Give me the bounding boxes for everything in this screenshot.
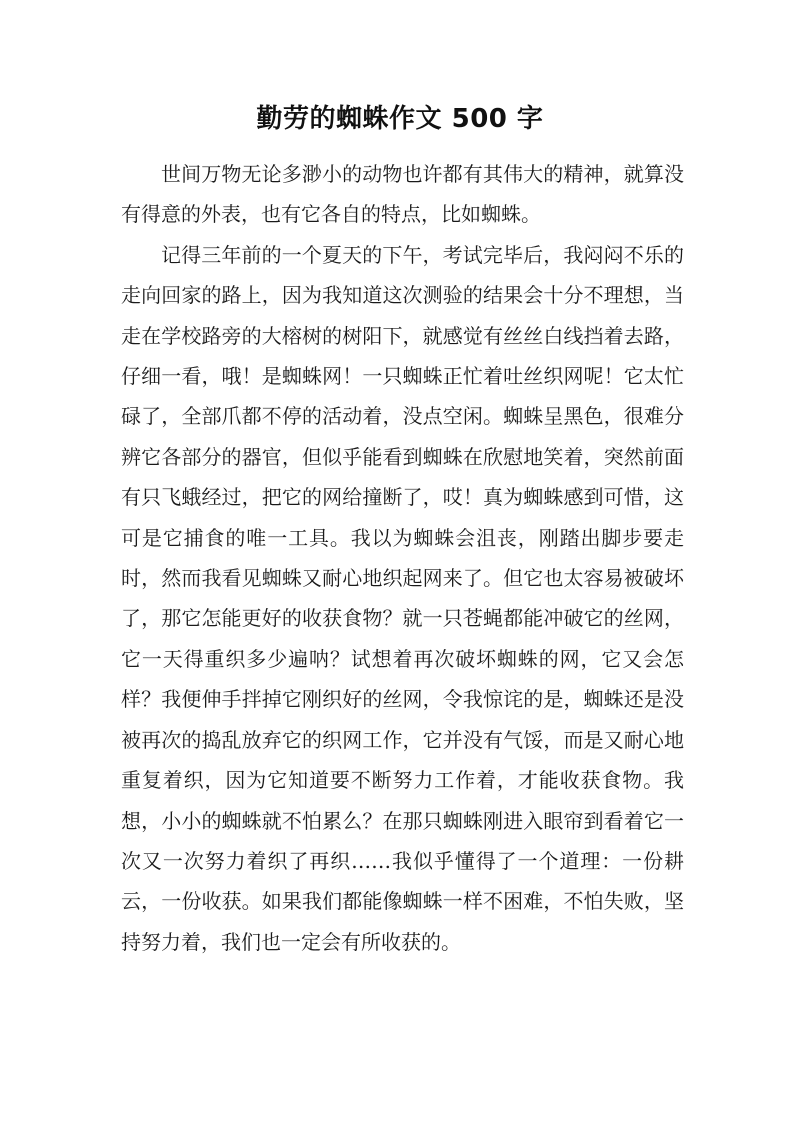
document-title: 勤劳的蜘蛛作文 500 字 [256, 104, 544, 134]
paragraph-2: 记得三年前的一个夏天的下午，考试完毕后，我闷闷不乐的走向回家的路上，因为我知道这次测验的结果会十分不理想，当走在学校路旁的大榕树的树阳下，就感觉有丝丝白线挡着去路，仔细一看，哦！是蜘蛛网！一只蜘蛛正忙着吐丝织网呢！它太忙碌了，全部爪都不停的活动着，没点空闲。蜘蛛呈黑色，很难分辨它各部分的器官，但似乎能看到蜘蛛在欣慰地笑着，突然前面有只飞蛾经过，把它的网给撞断了，哎！真为蜘蛛感到可惜，这可是它捕食的唯一工具。我以为蜘蛛会沮丧，刚踏出脚步要走时，然而我看见蜘蛛又耐心地织起网来了。但它也太容易被破坏了，那它怎能更好的收获食物？就一只苍蝇都能冲破它的丝网，它一天得重织多少遍呐？试想着再次破坏蜘蛛的网，它又会怎样？我便伸手拌掉它刚织好的丝网，令我惊诧的是，蜘蛛还是没被再次的捣乱放弃它的织网工作，它并没有气馁，而是又耐心地重复着织，因为它知道要不断努力工作着，才能收获食物。我想，小小的蜘蛛就不怕累么？在那只蜘蛛刚进入眼帘到看着它一次又一次努力着织了再织……我似乎懂得了一个道理：一份耕云，一份收获。如果我们都能像蜘蛛一样不困难，不怕失败，坚持努力着，我们也一定会有所收获的。 [121, 242, 684, 954]
document-body [121, 154, 684, 962]
paragraph-1: 世间万物无论多渺小的动物也许都有其伟大的精神，就算没有得意的外表，也有它各自的特点，比如蜘蛛。 [121, 162, 684, 227]
